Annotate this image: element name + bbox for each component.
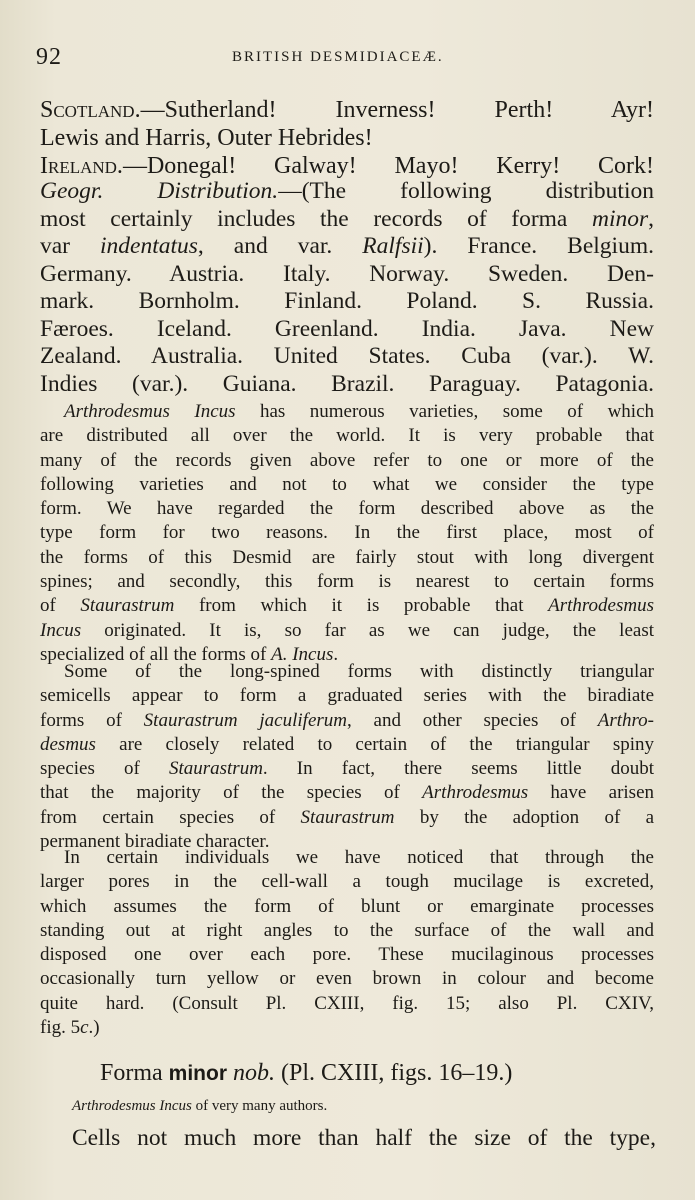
geo-line-3: var indentatus, and var. Ralfsii). France. Belgium. (40, 233, 654, 259)
para1-line: type form for two reasons. In the first place, most of (40, 522, 654, 544)
para2-line: semicells appear to form a graduated series with the biradiate (40, 685, 654, 707)
para1-line: spines; and secondly, this form is nearest to certain forms (40, 571, 654, 593)
geo-line-2: most certainly includes the records of forma minor, (40, 205, 654, 232)
scotland-line-1: Scotland.—Sutherland! Inverness! Perth! Ayr! (40, 97, 654, 123)
running-head: BRITISH DESMIDIACEÆ. (232, 49, 444, 65)
para2-line: permanent biradiate character. (40, 831, 270, 853)
geo-line-1: Geogr. Distribution.—(The following distribution (40, 178, 654, 204)
forma-description: Cells not much more than half the size of the type, (72, 1125, 656, 1151)
scotland-label: Scotland. (40, 97, 141, 123)
para3-line: which assumes the form of blunt or emarginate processes (40, 895, 654, 917)
para1-line: Arthrodesmus Incus has numerous varieties, some of which (64, 401, 654, 422)
synonym-line: Arthrodesmus Incus of very many authors. (72, 1098, 328, 1114)
paragraph-long-spined (40, 660, 654, 854)
para2-line: species of Staurastrum. In fact, there seems little doubt (40, 758, 654, 780)
para3-line: In certain individuals we have noticed that through the (64, 847, 654, 868)
geographic-distribution (40, 178, 654, 398)
para2-line: Some of the long-spined forms with distinctly triangular (64, 661, 654, 682)
para1-line: of Staurastrum from which it is probable that Arthrodesmus (40, 595, 655, 617)
geo-line-4: Germany. Austria. Italy. Norway. Sweden. Den- (40, 260, 654, 287)
para3-line: fig. 5c.) (40, 1017, 100, 1039)
ireland-label: Ireland. (40, 153, 123, 179)
geo-line-5: mark. Bornholm. Finland. Poland. S. Russia. (40, 288, 654, 314)
scotland-line-2: Lewis and Harris, Outer Hebrides! (40, 125, 373, 151)
paragraph-varieties (40, 400, 654, 667)
para1-line: form. We have regarded the form described above as the (40, 498, 654, 520)
page-number: 92 (36, 44, 62, 70)
para3-line: standing out at right angles to the surface of the wall and (40, 919, 654, 941)
para2-line: that the majority of the species of Arthrodesmus have arisen (40, 782, 654, 804)
forma-minor-heading: Forma minor nob. (Pl. CXIII, figs. 16–19.) (100, 1060, 513, 1086)
forma-name: minor (168, 1062, 228, 1085)
para2-line: from certain species of Staurastrum by the adoption of a (40, 806, 655, 828)
ireland-line: Ireland.—Donegal! Galway! Mayo! Kerry! Cork! (40, 153, 654, 179)
paragraph-mucilage (40, 846, 654, 1040)
para1-line: many of the records given above refer to one or more of the (40, 449, 654, 471)
geo-label: Geogr. Distribution. (40, 178, 279, 204)
para1-line: specialized of all the forms of A. Incus. (40, 643, 339, 665)
para1-line: following varieties and not to what we consider the type (40, 473, 654, 495)
para2-line: desmus are closely related to certain of the triangular spiny (40, 733, 654, 755)
para2-line: forms of Staurastrum jaculiferum, and other species of Arthro- (40, 709, 655, 731)
page-header (36, 44, 636, 74)
para1-line: the forms of this Desmid are fairly stout with long divergent (40, 546, 654, 568)
geo-line-7: Zealand. Australia. United States. Cuba (var.). W. (40, 343, 654, 369)
geo-line-6: Færoes. Iceland. Greenland. India. Java. New (40, 315, 654, 342)
geo-line-8: Indies (var.). Guiana. Brazil. Paraguay. Patagonia. (40, 370, 654, 397)
para1-line: Incus originated. It is, so far as we can judge, the least (40, 619, 654, 641)
para3-line: occasionally turn yellow or even brown in colour and become (40, 968, 654, 990)
para3-line: larger pores in the cell-wall a tough mucilage is excreted, (40, 871, 654, 893)
para3-line: quite hard. (Consult Pl. CXIII, fig. 15; also Pl. CXIV, (40, 992, 654, 1014)
para1-line: are distributed all over the world. It is very probable that (40, 425, 654, 447)
para3-line: disposed one over each pore. These mucilaginous processes (40, 944, 654, 966)
